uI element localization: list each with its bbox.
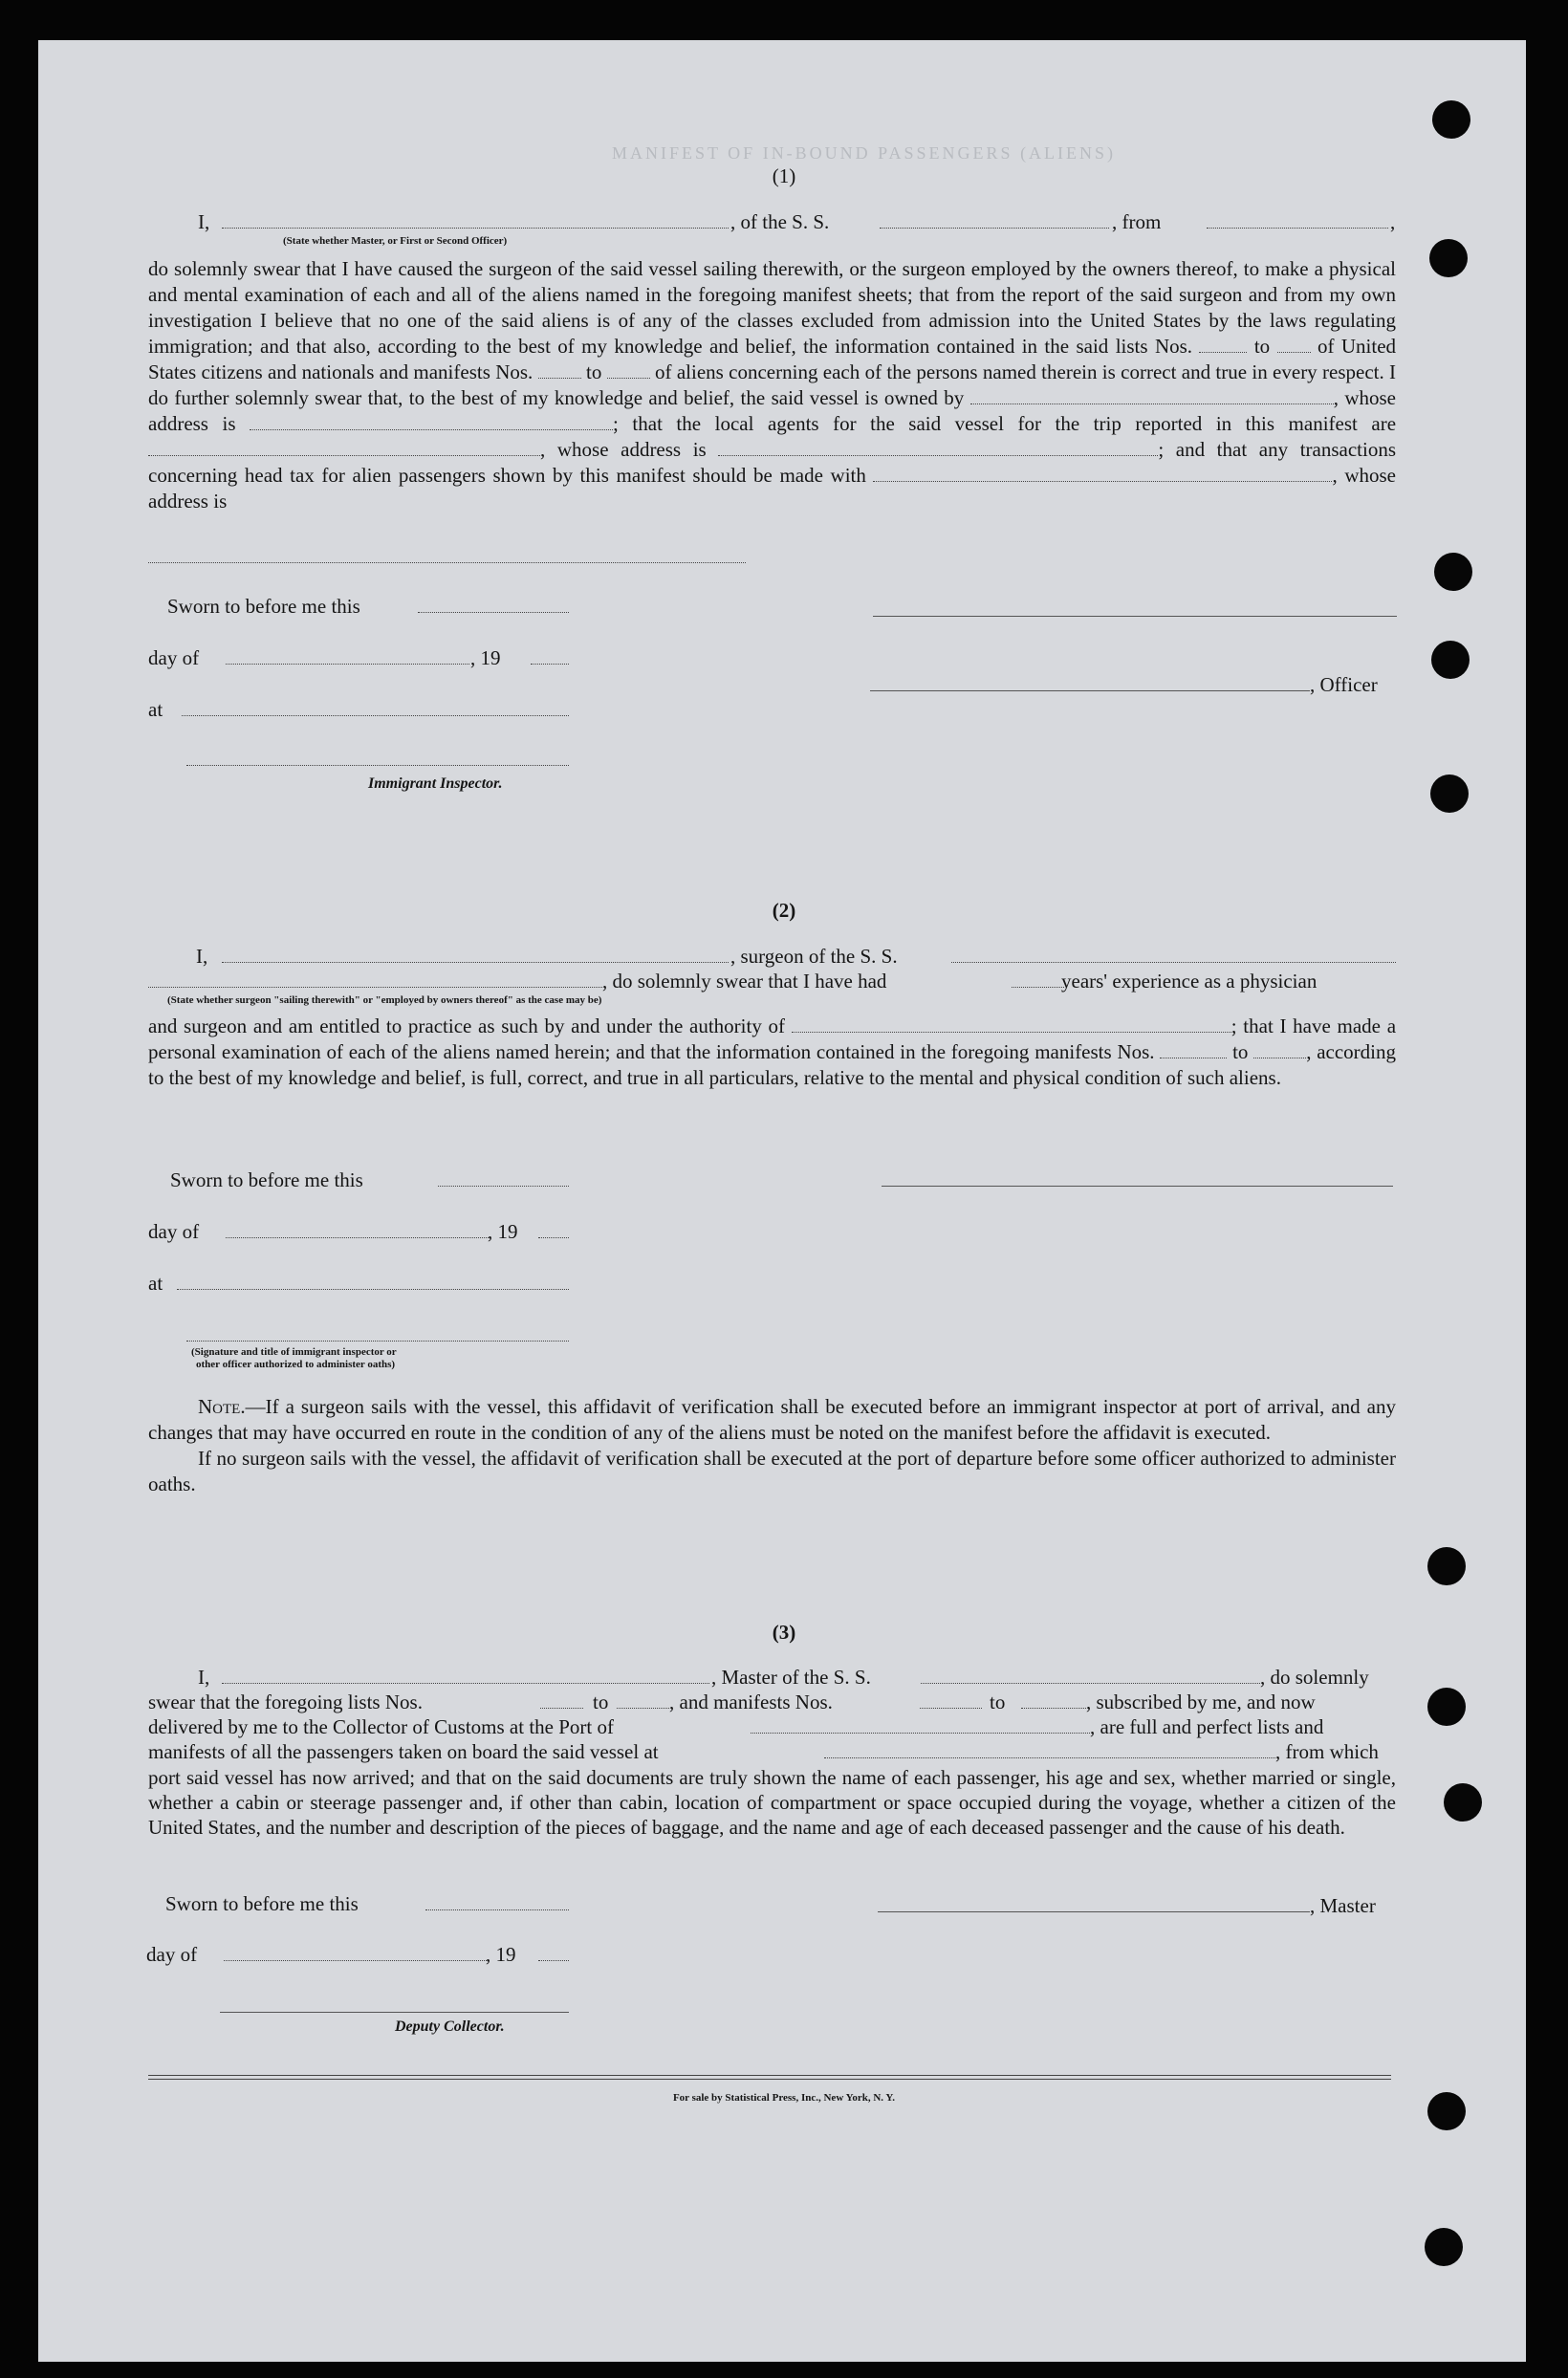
s1-rank-note: (State whether Master, or First or Second Officer) <box>283 235 508 247</box>
s2-to: to <box>1232 1040 1249 1063</box>
s3-master-of-label: , Master of the S. S. <box>711 1666 871 1689</box>
s1-vessel-field[interactable] <box>880 228 1109 229</box>
s1-whose-address-2: whose address is <box>556 438 707 461</box>
s3-subscribed: , subscribed by me, and now <box>1086 1691 1316 1713</box>
s3-body-d-block <box>148 1765 1396 1840</box>
s3-body-a: swear that the foregoing lists Nos. <box>148 1691 423 1713</box>
s2-year-field[interactable] <box>538 1237 569 1238</box>
s3-body-c: manifests of all the passengers taken on board the said vessel at <box>148 1740 659 1763</box>
s2-authority-field[interactable] <box>792 1016 1231 1033</box>
s1-manifests-to-field[interactable] <box>607 362 650 379</box>
s1-i-label: I, <box>198 210 210 233</box>
s2-note-block <box>148 1394 1396 1497</box>
s1-year-label: , 19 <box>470 646 501 669</box>
s3-manifests-from-field[interactable] <box>920 1708 982 1709</box>
s1-officer-signature-line[interactable] <box>873 616 1397 617</box>
s2-note-text-2: If no surgeon sails with the vessel, the affidavit of verification shall be executed at the port of departure before some officer authorized to administer oaths. <box>148 1447 1396 1495</box>
s2-surgeon-of-label: , surgeon of the S. S. <box>730 945 898 968</box>
s3-master-name-field[interactable] <box>222 1683 709 1684</box>
s3-vessel-field[interactable] <box>921 1683 1260 1684</box>
s3-sworn-day-field[interactable] <box>425 1909 569 1910</box>
s3-to-b: to <box>990 1691 1006 1713</box>
s1-year-field[interactable] <box>531 664 569 665</box>
s2-do-swear-label: , do solemnly swear that I have had <box>602 970 887 993</box>
s2-surgeon-type-note: (State whether surgeon "sailing therewith" or "employed by owners thereof" as the case may be) <box>167 994 602 1006</box>
s3-year-field[interactable] <box>538 1960 569 1961</box>
footer-rule-2 <box>148 2079 1391 2080</box>
s1-owner-field[interactable] <box>970 388 1334 404</box>
s1-from-field[interactable] <box>1207 228 1388 229</box>
s3-body-b: delivered by me to the Collector of Customs at the Port of <box>148 1715 614 1738</box>
footer-rule <box>148 2075 1391 2076</box>
s1-body-b: of United States citizens and nationals and manifests Nos. <box>148 335 1397 383</box>
s1-sworn-day-field[interactable] <box>418 612 569 613</box>
punch-hole <box>1429 239 1468 277</box>
s3-manifests-to-field[interactable] <box>1021 1708 1086 1709</box>
s3-port-field[interactable] <box>751 1733 1090 1734</box>
s2-body: and surgeon and am entitled to practice as such by and under the authority of ; that I have made a personal examination of each of the aliens named herein; and that the information contained in the foregoing manifests Nos. to , according to the best of my knowledge and belief, is full, correct, and true in all particulars, relative to the mental and physical condition of such aliens. <box>148 1014 1397 1089</box>
s1-officer-label: , Officer <box>1310 673 1378 696</box>
s2-inspector-signature-line[interactable] <box>186 1341 569 1342</box>
s3-month-field[interactable] <box>224 1960 487 1961</box>
s3-deputy-signature-line[interactable] <box>220 2012 569 2013</box>
s2-at-field[interactable] <box>177 1289 569 1290</box>
s1-head-tax-field[interactable] <box>873 466 1332 482</box>
s3-day-of-label: day of <box>146 1943 198 1966</box>
punch-hole <box>1430 774 1469 813</box>
s2-sworn-day-field[interactable] <box>438 1186 569 1187</box>
s1-body-e: ; and that any transactions concerning head tax for alien passengers shown by this manifest should be made with <box>148 438 1397 487</box>
s1-sworn-label: Sworn to before me this <box>167 595 360 618</box>
s3-lists-to-field[interactable] <box>617 1708 669 1709</box>
s2-surgeon-name-field[interactable] <box>222 962 729 963</box>
s3-are-full: , are full and perfect lists and <box>1090 1715 1324 1738</box>
s1-whose-address: , whose address is <box>148 386 1396 435</box>
punch-hole <box>1425 2228 1463 2266</box>
s2-sig-note-2: other officer authorized to administer oaths) <box>196 1359 396 1370</box>
s1-to-b: to <box>586 360 602 383</box>
s3-body-d: port said vessel has now arrived; and that on the said documents are truly shown the name of each passenger, his age and sex, whether married or single, whether a cabin or steerage passenger and, if other than cabin, location of compartment or space occupied during the voyage, whether a citizen of the United States, and the number and description of the pieces of baggage, and the name and age of each deceased passenger and the cause of his death. <box>148 1766 1396 1839</box>
s1-semicolon: ; <box>613 412 619 435</box>
s3-sworn-label: Sworn to before me this <box>165 1892 359 1915</box>
s3-taken-at-field[interactable] <box>824 1757 1275 1758</box>
s1-agents-field[interactable] <box>148 440 540 456</box>
s2-at-label: at <box>148 1272 163 1295</box>
s1-whose-address-3: , whose address is <box>148 464 1396 513</box>
s3-deputy-label: Deputy Collector. <box>395 2018 505 2035</box>
s1-officer-name-line[interactable] <box>870 690 1310 691</box>
punch-hole <box>1444 1783 1482 1822</box>
s3-do-solemnly-label: , do solemnly <box>1260 1666 1369 1689</box>
s2-surgeon-type-field[interactable] <box>148 987 602 988</box>
section-3-number: (3) <box>772 1621 796 1644</box>
s2-years-label: years' experience as a physician <box>1061 970 1318 993</box>
s2-manifests-from-field[interactable] <box>1160 1042 1227 1058</box>
punch-hole <box>1427 1547 1466 1585</box>
punch-hole <box>1432 100 1470 139</box>
s2-manifests-to-field[interactable] <box>1253 1042 1306 1058</box>
s2-note-text: —If a surgeon sails with the vessel, this affidavit of verification shall be executed before an immigrant inspector at port of arrival, and any changes that may have occurred en route in the condition of any of the aliens must be noted on the manifest before the affidavit is executed. <box>148 1395 1396 1444</box>
section-1-number: (1) <box>772 164 796 187</box>
s3-lists-from-field[interactable] <box>540 1708 583 1709</box>
s1-body-d: that the local agents for the said vessel for the trip reported in this manifest are <box>632 412 1397 435</box>
s1-lists-to-field[interactable] <box>1277 337 1311 353</box>
s2-i-label: I, <box>196 945 208 968</box>
s1-of-ss-label: , of the S. S. <box>730 210 830 233</box>
s2-month-field[interactable] <box>226 1237 489 1238</box>
s3-i-label: I, <box>198 1666 210 1689</box>
s2-sig-note-1: (Signature and title of immigrant inspector or <box>191 1346 397 1358</box>
s3-from-which: , from which <box>1275 1740 1379 1763</box>
s2-year-label: , 19 <box>488 1220 518 1243</box>
punch-hole <box>1427 1688 1466 1726</box>
footer-publisher: For sale by Statistical Press, Inc., New York, N. Y. <box>672 2092 896 2104</box>
s1-comma: , <box>1390 210 1396 233</box>
bleed-through-header: MANIFEST OF IN-BOUND PASSENGERS (ALIENS) <box>612 143 1117 163</box>
s1-to-a: to <box>1253 335 1271 358</box>
s3-master-label: , Master <box>1310 1894 1376 1917</box>
punch-hole <box>1434 553 1472 591</box>
s3-to-a: to <box>593 1691 609 1713</box>
s1-from-label: , from <box>1112 210 1162 233</box>
s1-body-c: of aliens concerning each of the persons named therein is correct and true in every respect. I do further solemnly swear that, to the best of my knowledge and belief, the said vessel is owned by <box>148 360 1397 409</box>
s1-month-field[interactable] <box>226 664 469 665</box>
s2-day-of-label: day of <box>148 1220 200 1243</box>
s1-inspector-signature-line[interactable] <box>186 765 569 766</box>
s2-vessel-field[interactable] <box>951 962 1396 963</box>
s1-at-label: at <box>148 698 163 721</box>
s2-body-c: , according to the best of my knowledge and belief, is full, correct, and true in all particulars, relative to the mental and physical condition of such aliens. <box>148 1040 1396 1089</box>
s2-surgeon-signature-line[interactable] <box>882 1186 1393 1187</box>
s2-years-field[interactable] <box>1012 987 1064 988</box>
s1-body-a: do solemnly swear that I have caused the surgeon of the said vessel sailing therewith, or the surgeon employed by the owners thereof, to make a physical and mental examination of each and all of the aliens named in the foregoing manifest sheets; that from the report of the said surgeon and from my own investigation I believe that no one of the said aliens is of any of the classes excluded from admission into the United States by the laws regulating immigration; and that also, according to the best of my knowledge and belief, the information contained in the said lists Nos. <box>148 257 1396 358</box>
s1-inspector-label: Immigrant Inspector. <box>368 775 503 792</box>
s1-body: do solemnly swear that I have caused the surgeon of the said vessel sailing therewith, or the surgeon employed by the owners thereof, to make a physical and mental examination of each and all of the aliens named in the foregoing manifest sheets; that from the report of the said surgeon and from my own investigation I believe that no one of the said aliens is of any of the classes excluded from admission into the United States by the laws regulating immigration; and that also, according to the best of my knowledge and belief, the information contained in the said lists Nos. to of United States citizens and nationals and manifests Nos. to of aliens concerning each of the persons named therein is correct and true in every respect. I do further solemnly swear that, to the best of my knowledge and belief, the said vessel is owned by , whose address is ; that the local agents for the said vessel for the trip reported in this manifest are , whose address is ; and that any transactions concerning head tax for alien passengers shown by this manifest should be made with , whose address is <box>148 257 1397 513</box>
s3-master-signature-line[interactable] <box>878 1911 1310 1912</box>
s2-sworn-label: Sworn to before me this <box>170 1168 363 1191</box>
s1-day-of-label: day of <box>148 646 200 669</box>
s1-agents-address-field[interactable] <box>718 440 1158 456</box>
section-2-number: (2) <box>772 899 796 922</box>
s1-head-tax-address-field[interactable] <box>148 562 746 563</box>
s1-officer-rank-field[interactable] <box>222 228 729 229</box>
s1-manifests-from-field[interactable] <box>538 362 581 379</box>
s2-body-a: and surgeon and am entitled to practice as such by and under the authority of <box>148 1014 786 1037</box>
s2-body-b: that I have made a personal examination of each of the aliens named herein; and that the information contained in the foregoing manifests Nos. <box>148 1014 1397 1063</box>
punch-hole <box>1431 641 1470 679</box>
s1-lists-from-field[interactable] <box>1199 337 1247 353</box>
s3-year-label: , 19 <box>486 1943 516 1966</box>
s2-note-label: Note. <box>198 1395 246 1418</box>
s3-and-manifests: , and manifests Nos. <box>669 1691 833 1713</box>
s1-at-field[interactable] <box>182 715 569 716</box>
s1-owner-address-field[interactable] <box>250 414 613 430</box>
